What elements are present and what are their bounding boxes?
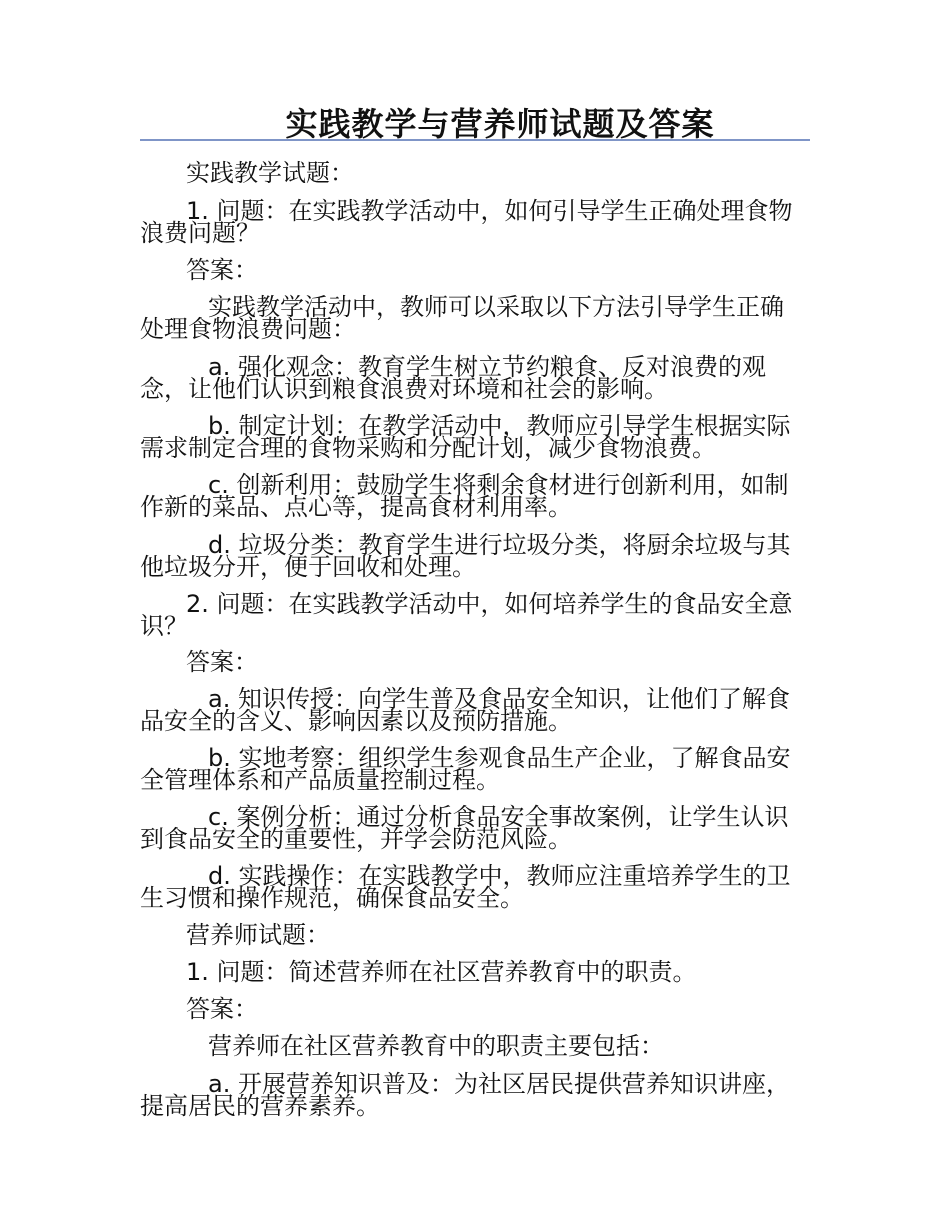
answer-1-intro-line-1: 实践教学活动中，教师可以采取以下方法引导学生正确 — [208, 293, 784, 321]
answer-1-item-a-line-2: 念，让他们认识到粮食浪费对环境和社会的影响。 — [140, 375, 668, 403]
answer-label: 答案： — [186, 256, 258, 284]
answer-2-item-a-line-1: a. 知识传授：向学生普及食品安全知识，让他们了解食 — [208, 685, 790, 713]
answer-1-item-d-line-2: 他垃圾分开，便于回收和处理。 — [140, 553, 476, 581]
question-2-line-2: 识？ — [140, 612, 188, 640]
answer-1-item-c-line-2: 作新的菜品、点心等，提高食材利用率。 — [140, 493, 572, 521]
answer-2-item-b-line-2: 全管理体系和产品质量控制过程。 — [140, 766, 500, 794]
title-underline — [140, 139, 810, 141]
answer-2-item-b-line-1: b. 实地考察：组织学生参观食品生产企业，了解食品安 — [208, 744, 791, 772]
question-2-line-1: 2. 问题：在实践教学活动中，如何培养学生的食品安全意 — [186, 590, 793, 618]
document-title: 实践教学与营养师试题及答案 — [285, 105, 715, 143]
answer-2-item-d-line-1: d. 实践操作：在实践教学中，教师应注重培养学生的卫 — [208, 862, 791, 890]
answer-2-item-c-line-2: 到食品安全的重要性，并学会防范风险。 — [140, 825, 572, 853]
nutrition-answer-intro: 营养师在社区营养教育中的职责主要包括： — [208, 1032, 664, 1060]
question-1-line-2: 浪费问题？ — [140, 219, 260, 247]
answer-1-item-c-line-1: c. 创新利用：鼓励学生将剩余食材进行创新利用，如制 — [208, 471, 789, 499]
section-heading-nutritionist: 营养师试题： — [186, 921, 330, 949]
answer-2-item-c-line-1: c. 案例分析：通过分析食品安全事故案例，让学生认识 — [208, 803, 789, 831]
answer-label: 答案： — [186, 995, 258, 1023]
nutrition-answer-item-a-line-2: 提高居民的营养素养。 — [140, 1092, 380, 1120]
section-heading-practice: 实践教学试题： — [186, 159, 354, 187]
answer-1-item-d-line-1: d. 垃圾分类：教育学生进行垃圾分类，将厨余垃圾与其 — [208, 531, 791, 559]
answer-1-intro-line-2: 处理食物浪费问题： — [140, 315, 356, 343]
answer-1-item-b-line-2: 需求制定合理的食物采购和分配计划，减少食物浪费。 — [140, 434, 716, 462]
answer-1-item-a-line-1: a. 强化观念：教育学生树立节约粮食、反对浪费的观 — [208, 353, 766, 381]
question-1-line-1: 1. 问题：在实践教学活动中，如何引导学生正确处理食物 — [186, 197, 793, 225]
nutrition-question-1: 1. 问题：简述营养师在社区营养教育中的职责。 — [186, 958, 697, 986]
answer-label: 答案： — [186, 648, 258, 676]
answer-1-item-b-line-1: b. 制定计划：在教学活动中，教师应引导学生根据实际 — [208, 412, 791, 440]
answer-2-item-d-line-2: 生习惯和操作规范，确保食品安全。 — [140, 884, 524, 912]
nutrition-answer-item-a-line-1: a. 开展营养知识普及：为社区居民提供营养知识讲座， — [208, 1070, 790, 1098]
answer-2-item-a-line-2: 品安全的含义、影响因素以及预防措施。 — [140, 707, 572, 735]
